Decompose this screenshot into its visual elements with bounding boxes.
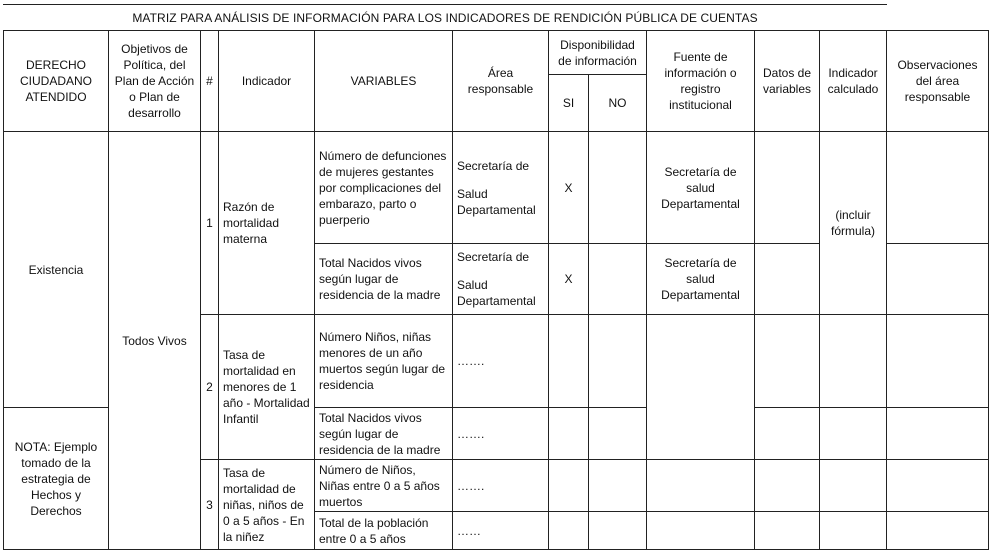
observaciones-cell [887, 132, 989, 244]
calculado-cell [820, 408, 887, 460]
si-cell [549, 460, 589, 512]
indicator-number: 2 [201, 315, 219, 460]
area-cell [453, 132, 549, 244]
variable-cell: Número de Niños, Niñas entre 0 a 5 años muertos [315, 460, 453, 512]
no-cell [589, 244, 647, 315]
indicator-name: Razón de mortalidad materna [219, 132, 315, 315]
derecho-nota-cell: NOTA: Ejemplo tomado de la estrategia de Hechos y Derechos [4, 408, 109, 550]
fuente-cell: Secretaría de salud Departamental [647, 244, 755, 315]
table-row [4, 132, 989, 244]
header-fuente: Fuente de información o registro institucional [647, 31, 755, 132]
fuente-cell [647, 315, 755, 460]
variable-cell: Número Niños, niñas menores de un año muertos según lugar de residencia [315, 315, 453, 408]
area-cell: ……. [453, 315, 549, 408]
area-line-2: Salud Departamental [457, 186, 536, 217]
datos-cell [755, 315, 820, 408]
fuente-cell [647, 460, 755, 512]
observaciones-cell [887, 460, 989, 512]
variable-cell: Total de la población entre 0 a 5 años [315, 512, 453, 550]
datos-cell [755, 460, 820, 512]
objetivo-cell: Todos Vivos [109, 132, 201, 550]
fuente-cell [647, 512, 755, 550]
document-title: MATRIZ PARA ANÁLISIS DE INFORMACIÓN PARA LOS INDICADORES DE RENDICIÓN PÚBLICA DE CUENTAS [3, 4, 887, 31]
header-no: NO [589, 75, 647, 132]
indicator-number: 3 [201, 460, 219, 550]
header-objetivos: Objetivos de Política, del Plan de Acción o Plan de desarrollo [109, 31, 201, 132]
area-cell: ……. [453, 408, 549, 460]
calculado-cell [820, 315, 887, 408]
area-line-1: Secretaría de [457, 158, 530, 173]
indicator-name: Tasa de mortalidad en menores de 1 año - Mortalidad Infantil [219, 315, 315, 460]
si-cell [549, 512, 589, 550]
variable-cell: Total Nacidos vivos según lugar de residencia de la madre [315, 408, 453, 460]
calculado-note: (incluir fórmula) [820, 132, 887, 315]
calculado-cell [820, 512, 887, 550]
no-cell [589, 132, 647, 244]
area-line-1: Secretaría de [457, 250, 530, 264]
si-cell [549, 408, 589, 460]
area-cell: ……. [453, 460, 549, 512]
si-mark: X [549, 244, 589, 315]
variable-cell: Número de defunciones de mujeres gestantes por complicaciones del embarazo, parto o puerperio [315, 132, 453, 244]
no-cell [589, 408, 647, 460]
observaciones-cell [887, 244, 989, 315]
header-indicador: Indicador [219, 31, 315, 132]
header-variables: VARIABLES [315, 31, 453, 132]
header-datos: Datos de variables [755, 31, 820, 132]
observaciones-cell [887, 315, 989, 408]
indicators-matrix-table [3, 30, 989, 550]
si-mark: X [549, 132, 589, 244]
header-derecho: DERECHO CIUDADANO ATENDIDO [4, 31, 109, 132]
header-observaciones: Observaciones del área responsable [887, 31, 989, 132]
area-line-2: Salud Departamental [457, 278, 536, 308]
no-cell [589, 512, 647, 550]
no-cell [589, 315, 647, 408]
observaciones-cell [887, 408, 989, 460]
derecho-existencia-cell: Existencia [4, 132, 109, 408]
header-num: # [201, 31, 219, 132]
header-si: SI [549, 75, 589, 132]
header-row [4, 31, 989, 75]
indicator-name: Tasa de mortalidad de niñas, niños de 0 a 5 años - En la niñez [219, 460, 315, 550]
datos-cell [755, 132, 820, 244]
fuente-cell: Secretaría de salud Departamental [647, 132, 755, 244]
header-disponibilidad: Disponibilidad de información [549, 31, 647, 75]
area-cell: …… [453, 512, 549, 550]
header-calculado: Indicador calculado [820, 31, 887, 132]
calculado-cell [820, 460, 887, 512]
datos-cell [755, 408, 820, 460]
indicator-number: 1 [201, 132, 219, 315]
variable-cell: Total Nacidos vivos según lugar de residencia de la madre [315, 244, 453, 315]
header-area: Área responsable [453, 31, 549, 132]
area-cell [453, 244, 549, 315]
observaciones-cell [887, 512, 989, 550]
no-cell [589, 460, 647, 512]
si-cell [549, 315, 589, 408]
datos-cell [755, 244, 820, 315]
datos-cell [755, 512, 820, 550]
